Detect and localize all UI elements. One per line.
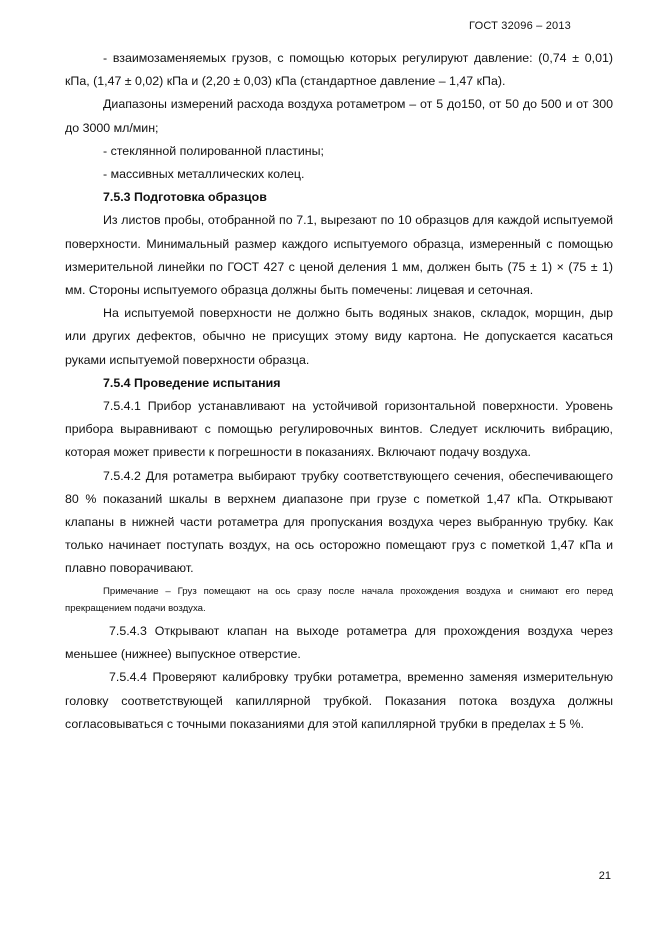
paragraph-metal-rings: - массивных металлических колец. — [103, 167, 305, 182]
paragraph-surface-defects: На испытуемой поверхности не должно быть водяных знаков, складок, морщин, дыр или других дефектов, обычно не присущих этому виду картона. Не допускается касаться руками испытуемой поверхности образца. — [65, 306, 613, 367]
document-header: ГОСТ 32096 – 2013 — [469, 20, 571, 32]
section-heading-7-5-4: 7.5.4 Проведение испытания — [103, 375, 281, 390]
section-heading-7-5-3: 7.5.3 Подготовка образцов — [103, 190, 267, 205]
document-body — [65, 47, 613, 736]
page-number: 21 — [598, 870, 611, 882]
paragraph-sample-prep: Из листов пробы, отобранной по 7.1, вырезают по 10 образцов для каждой испытуемой поверхности. Минимальный размер каждого испытуемого образца, измеренный с помощью измерительной линейки по ГОСТ 427 с ценой деления 1 мм, должен быть (75 ± 1) × (75 ± 1) мм. Стороны испытуемого образца должны быть помечены: лицевая и сеточная. — [65, 213, 613, 298]
paragraph-weights: - взаимозаменяемых грузов, с помощью которых регулируют давление: (0,74 ± 0,01) кПа, (1,47 ± 0,02) кПа и (2,20 ± 0,03) кПа (стандартное давление – 1,47 кПа). — [65, 51, 613, 89]
paragraph-7-5-4-2: 7.5.4.2 Для ротаметра выбирают трубку соответствующего сечения, обеспечивающего 80 % показаний шкалы в верхнем диапазоне при грузе с пометкой 1,47 кПа. Открывают клапаны в нижней части ротаметра для пропускания воздуха через выбранную трубку. Как только начинает поступать воздух, на ось осторожно помещают груз с пометкой 1,47 кПа и плавно поворачивают. — [65, 468, 613, 576]
paragraph-ranges: Диапазоны измерений расхода воздуха ротаметром – от 5 до150, от 50 до 500 и от 300 до 3000 мл/мин; — [65, 97, 613, 135]
paragraph-7-5-4-4: 7.5.4.4 Проверяют калибровку трубки ротаметра, временно заменяя измерительную головку соответствующей капиллярной трубкой. Показания потока воздуха должны согласовываться с точными показаниями для этой капиллярной трубки в пределах ± 5 %. — [65, 670, 613, 731]
paragraph-7-5-4-1: 7.5.4.1 Прибор устанавливают на устойчивой горизонтальной поверхности. Уровень прибора выравнивают с помощью регулировочных винтов. Следует исключить вибрацию, которая может привести к погрешности в показаниях. Включают подачу воздуха. — [65, 399, 613, 460]
note: Примечание – Груз помещают на ось сразу после начала прохождения воздуха и снимают его перед прекращением подачи воздуха. — [65, 585, 613, 614]
paragraph-glass-plate: - стеклянной полированной пластины; — [103, 143, 324, 158]
paragraph-7-5-4-3: 7.5.4.3 Открывают клапан на выходе ротаметра для прохождения воздуха через меньшее (нижнее) выпускное отверстие. — [65, 624, 613, 662]
